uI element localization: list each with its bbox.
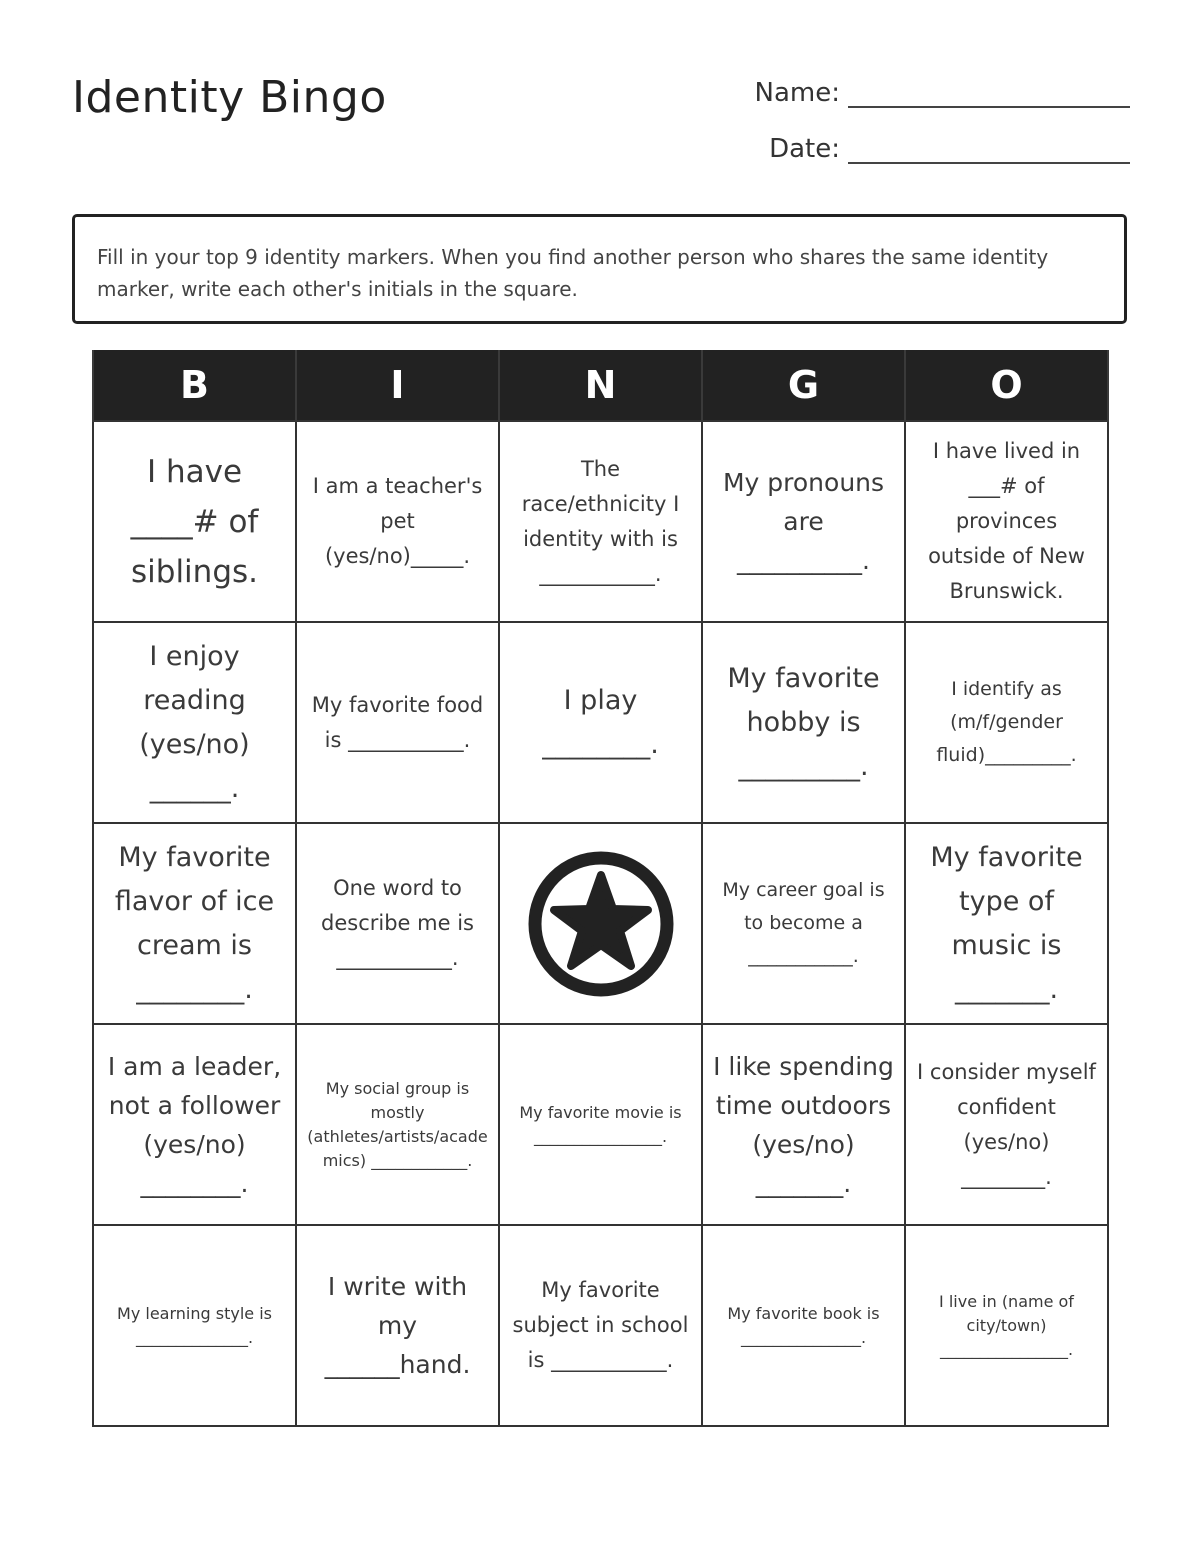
bingo-square[interactable]: I like spending time outdoors (yes/no) _______.: [702, 1024, 905, 1225]
column-header-g: G: [702, 350, 905, 421]
free-space: [499, 823, 702, 1024]
bingo-square[interactable]: My favorite hobby is _________.: [702, 622, 905, 823]
bingo-square[interactable]: My favorite book is _______________.: [702, 1225, 905, 1426]
instructions-box: Fill in your top 9 identity markers. When you find another person who shares the same identity marker, write each other's initials in the square.: [72, 214, 1127, 324]
bingo-square[interactable]: I have ____# of siblings.: [93, 421, 296, 622]
bingo-square[interactable]: I play ________.: [499, 622, 702, 823]
bingo-square[interactable]: My learning style is ______________.: [93, 1225, 296, 1426]
bingo-square[interactable]: My favorite flavor of ice cream is ________.: [93, 823, 296, 1024]
page-title: Identity Bingo: [72, 72, 387, 123]
column-header-b: B: [93, 350, 296, 421]
column-header-i: I: [296, 350, 499, 421]
bingo-square[interactable]: I consider myself confident (yes/no) ________.: [905, 1024, 1108, 1225]
bingo-square[interactable]: My favorite type of music is _______.: [905, 823, 1108, 1024]
star-in-circle-icon: [526, 849, 676, 999]
bingo-square[interactable]: I write with my ______hand.: [296, 1225, 499, 1426]
bingo-row: [93, 823, 1108, 1024]
bingo-square[interactable]: My social group is mostly (athletes/artists/academics) ____________.: [296, 1024, 499, 1225]
bingo-square[interactable]: I identify as (m/f/gender fluid)_________.: [905, 622, 1108, 823]
bingo-row: [93, 622, 1108, 823]
date-label: Date:: [769, 134, 840, 164]
name-field[interactable]: [848, 76, 1130, 108]
date-field[interactable]: [848, 132, 1130, 164]
column-header-n: N: [499, 350, 702, 421]
bingo-square[interactable]: The race/ethnicity I identity with is ___________.: [499, 421, 702, 622]
bingo-square[interactable]: I have lived in ___# of provinces outside of New Brunswick.: [905, 421, 1108, 622]
bingo-square[interactable]: I live in (name of city/town) ________________.: [905, 1225, 1108, 1426]
bingo-square[interactable]: I am a leader, not a follower (yes/no) ________.: [93, 1024, 296, 1225]
column-header-o: O: [905, 350, 1108, 421]
bingo-header-row: [93, 350, 1108, 421]
bingo-square[interactable]: My career goal is to become a ___________.: [702, 823, 905, 1024]
name-label: Name:: [754, 78, 840, 108]
bingo-row: [93, 1225, 1108, 1426]
bingo-card: [92, 350, 1109, 1427]
bingo-row: [93, 1024, 1108, 1225]
name-field-row: [720, 76, 1130, 108]
bingo-square[interactable]: I am a teacher's pet (yes/no)_____.: [296, 421, 499, 622]
date-field-row: [720, 132, 1130, 164]
bingo-square[interactable]: One word to describe me is ___________.: [296, 823, 499, 1024]
bingo-square[interactable]: My pronouns are __________.: [702, 421, 905, 622]
bingo-square[interactable]: I enjoy reading (yes/no) ______.: [93, 622, 296, 823]
bingo-square[interactable]: My favorite subject in school is ___________.: [499, 1225, 702, 1426]
bingo-square[interactable]: My favorite food is ___________.: [296, 622, 499, 823]
bingo-row: [93, 421, 1108, 622]
bingo-square[interactable]: My favorite movie is ________________.: [499, 1024, 702, 1225]
